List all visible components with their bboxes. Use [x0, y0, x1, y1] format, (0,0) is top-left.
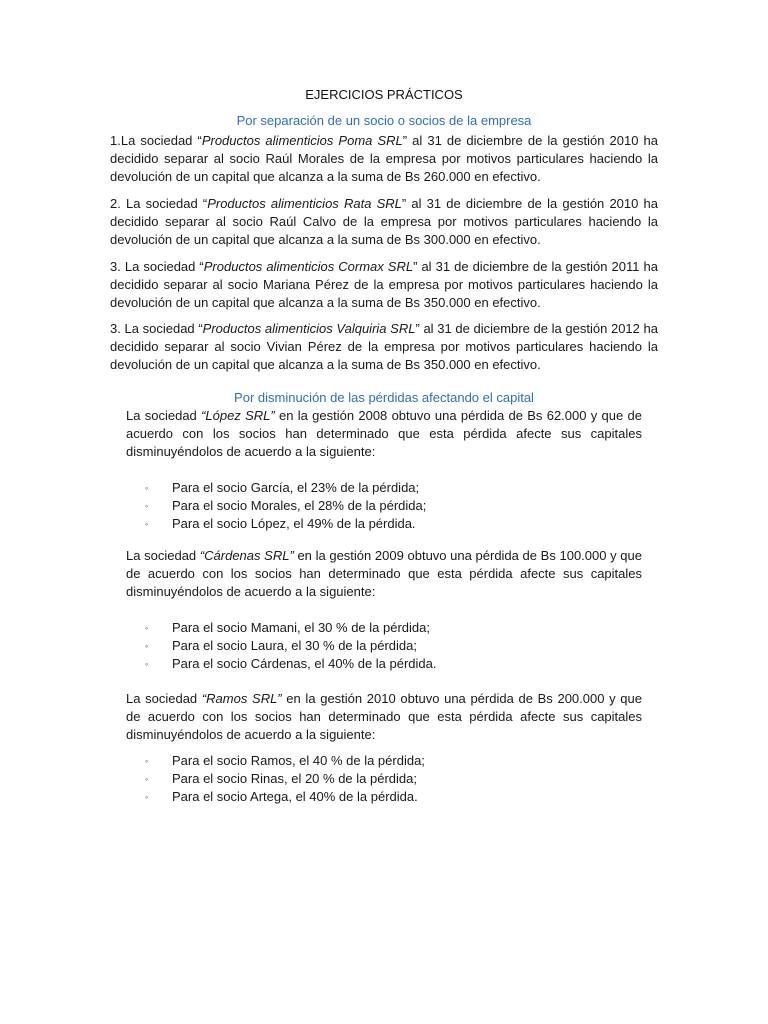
- list-item: [145, 655, 437, 673]
- list-item-text: Para el socio Morales, el 28% de la pérdida;: [172, 498, 427, 513]
- case-text-start: La sociedad: [126, 408, 202, 423]
- exercise-text-start: 3. La sociedad “: [110, 321, 203, 336]
- company-name: “Ramos SRL”: [201, 691, 282, 706]
- list-item-text: Para el socio García, el 23% de la pérdida;: [172, 480, 420, 495]
- case-paragraph: [126, 407, 642, 461]
- list-item: [145, 479, 426, 497]
- company-name: Productos alimenticios Poma SRL: [201, 133, 403, 148]
- list-item-text: Para el socio Artega, el 40% de la pérdida.: [172, 789, 418, 804]
- bullet-icon: ◦: [145, 659, 149, 669]
- exercise-paragraph: [110, 195, 658, 249]
- list-item: [145, 788, 425, 806]
- list-item: [145, 637, 437, 655]
- exercise-paragraph: [110, 132, 658, 186]
- list-item-text: Para el socio Ramos, el 40 % de la pérdida;: [172, 753, 425, 768]
- case-text-end: en la gestión 2009 obtuvo una pérdida de Bs 100.000 y que de acuerdo con los socios han determinado que esta pérdida afecte sus capitales disminuyéndolos de acuerdo a la siguiente:: [126, 548, 642, 599]
- case-paragraph: [126, 547, 642, 601]
- case-text-end: en la gestión 2010 obtuvo una pérdida de Bs 200.000 y que de acuerdo con los socios han determinado que esta pérdida afecte sus capitales disminuyéndolos de acuerdo a la siguiente:: [126, 691, 642, 742]
- section-heading-losses: Por disminución de las pérdidas afectando el capital: [234, 390, 534, 405]
- company-name: Productos alimenticios Rata SRL: [207, 196, 402, 211]
- section-heading-separation: Por separación de un socio o socios de la empresa: [236, 113, 532, 128]
- list-item-text: Para el socio López, el 49% de la pérdida.: [172, 516, 416, 531]
- bullet-icon: ◦: [145, 641, 149, 651]
- exercise-text-start: 1.La sociedad “: [110, 133, 202, 148]
- case-text-start: La sociedad: [126, 548, 200, 563]
- list-item-text: Para el socio Rinas, el 20 % de la pérdida;: [172, 771, 417, 786]
- page-title: EJERCICIOS PRÁCTICOS: [305, 87, 463, 102]
- exercise-text-end: ” al 31 de diciembre de la gestión 2010 ha decidido separar al socio Raúl Calvo de la empresa por motivos particulares haciendo la devolución de un capital que alcanza a la suma de Bs 300.000 en efectivo.: [110, 196, 659, 247]
- bullet-icon: ◦: [145, 774, 149, 784]
- bullet-icon: ◦: [145, 483, 149, 493]
- bullet-icon: ◦: [145, 756, 149, 766]
- company-name: Productos alimenticios Valquiria SRL: [202, 321, 416, 336]
- exercise-paragraph: [110, 258, 658, 312]
- list-item-text: Para el socio Mamani, el 30 % de la pérdida;: [172, 620, 430, 635]
- exercise-text-end: ” al 31 de diciembre de la gestión 2011 ha decidido separar al socio Mariana Pérez de la empresa por motivos particulares haciendo la devolución de un capital que alcanza a la suma de Bs 350.000 en efectivo.: [110, 259, 658, 310]
- list-item: [145, 770, 425, 788]
- bullet-icon: ◦: [145, 792, 149, 802]
- list-item: [145, 515, 426, 533]
- case-paragraph: [126, 690, 642, 744]
- list-item: [145, 752, 425, 770]
- bullet-icon: ◦: [145, 501, 149, 511]
- list-item-text: Para el socio Laura, el 30 % de la pérdida;: [172, 638, 417, 653]
- bullet-icon: ◦: [145, 623, 149, 633]
- case-text-end: en la gestión 2008 obtuvo una pérdida de Bs 62.000 y que de acuerdo con los socios han determinado que esta pérdida afecte sus capitales disminuyéndolos de acuerdo a la siguiente:: [126, 408, 642, 459]
- exercise-text-end: ” al 31 de diciembre de la gestión 2012 ha decidido separar al socio Vivian Pérez de la empresa por motivos particulares haciendo la devolución de un capital que alcanza a la suma de Bs 350.000 en efectivo.: [110, 321, 658, 372]
- bullet-list: [145, 479, 426, 533]
- list-item: [145, 497, 426, 515]
- company-name: “López SRL”: [201, 408, 275, 423]
- exercise-text-end: ” al 31 de diciembre de la gestión 2010 ha decidido separar al socio Raúl Morales de la empresa por motivos particulares haciendo la devolución de un capital que alcanza a la suma de Bs 260.000 en efectivo.: [110, 133, 659, 184]
- bullet-icon: ◦: [145, 519, 149, 529]
- bullet-list: [145, 752, 425, 806]
- list-item: [145, 619, 437, 637]
- exercise-paragraph: [110, 320, 658, 374]
- exercise-text-start: 2. La sociedad “: [110, 196, 208, 211]
- company-name: “Cárdenas SRL”: [199, 548, 294, 563]
- bullet-list: [145, 619, 437, 673]
- list-item-text: Para el socio Cárdenas, el 40% de la pérdida.: [172, 656, 437, 671]
- company-name: Productos alimenticios Cormax SRL: [203, 259, 414, 274]
- case-text-start: La sociedad: [126, 691, 202, 706]
- exercise-text-start: 3. La sociedad “: [110, 259, 204, 274]
